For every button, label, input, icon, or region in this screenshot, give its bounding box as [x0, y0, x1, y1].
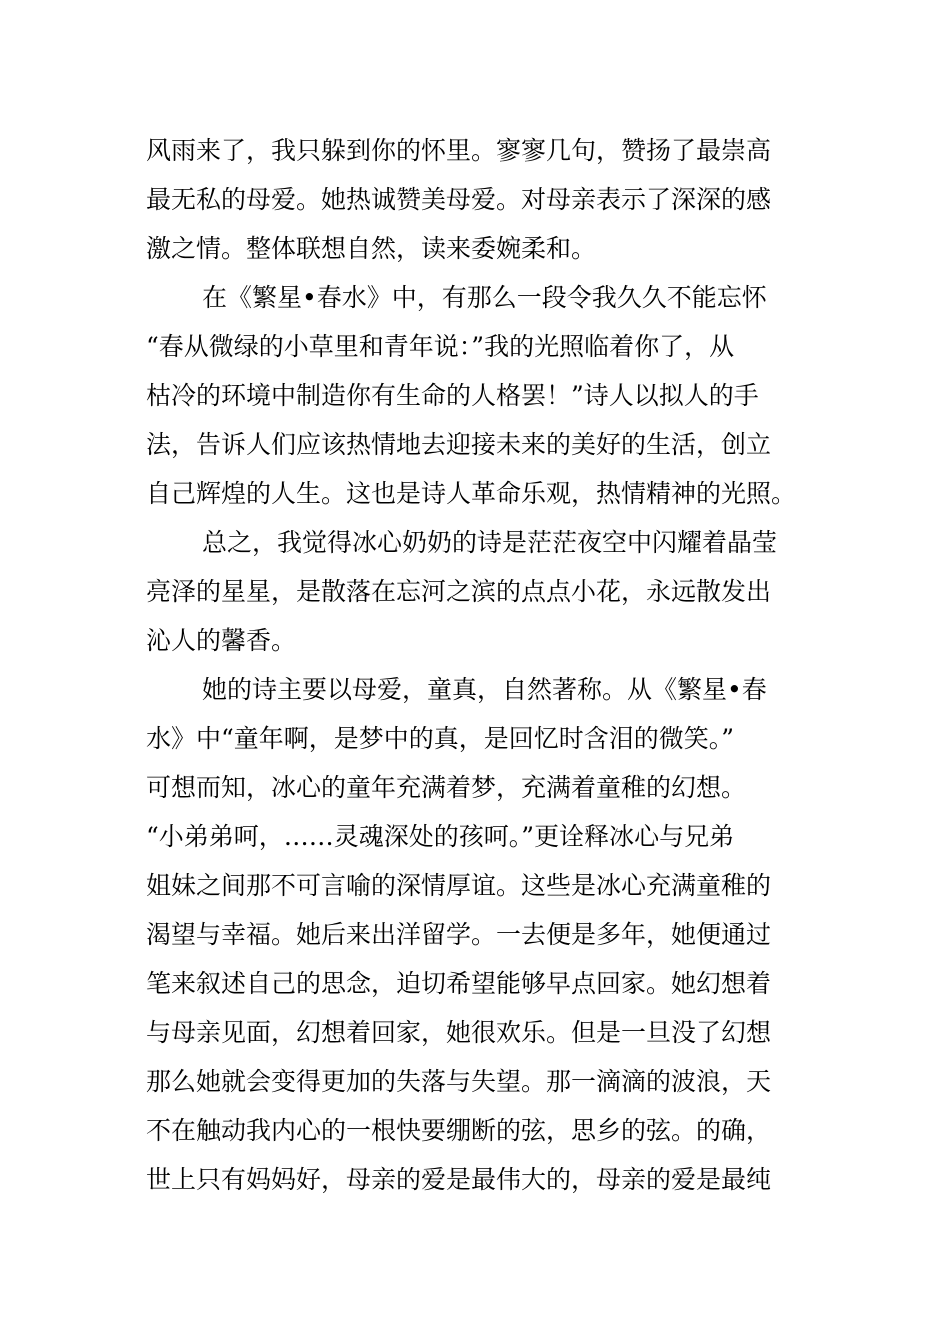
text-line: 不在触动我内心的一根快要绷断的弦，思乡的弦。的确， — [146, 1116, 772, 1145]
text-line: 沁人的馨香。 — [146, 626, 297, 655]
text-line: 那么她就会变得更加的失落与失望。那一滴滴的波浪，天 — [146, 1067, 772, 1096]
paragraph-first-line: 在《繁星•春水》中，有那么一段令我久久不能忘怀 — [202, 283, 767, 312]
text-line: 姐妹之间那不可言喻的深情厚谊。这些是冰心充满童稚的 — [146, 871, 772, 900]
text-line: 与母亲见面，幻想着回家，她很欢乐。但是一旦没了幻想 — [146, 1018, 772, 1047]
paragraph-first-line: 总之，我觉得冰心奶奶的诗是茫茫夜空中闪耀着晶莹 — [202, 528, 778, 557]
text-line: 可想而知，冰心的童年充满着梦，充满着童稚的幻想。 — [146, 773, 747, 802]
text-line: 枯冷的环境中制造你有生命的人格罢！”诗人以拟人的手 — [146, 381, 759, 410]
body-text — [146, 126, 808, 1204]
text-line: 水》中“童年啊，是梦中的真，是回忆时含泪的微笑。” — [146, 724, 735, 753]
text-line: 风雨来了，我只躲到你的怀里。寥寥几句，赞扬了最崇高 — [146, 136, 772, 165]
text-line: “春从微绿的小草里和青年说：”我的光照临着你了，从 — [146, 332, 735, 361]
text-line: 亮泽的星星，是散落在忘河之滨的点点小花，永远散发出 — [146, 577, 772, 606]
text-line: 激之情。整体联想自然，读来委婉柔和。 — [146, 234, 597, 263]
text-line: 笔来叙述自己的思念，迫切希望能够早点回家。她幻想着 — [146, 969, 772, 998]
text-line: 法，告诉人们应该热情地去迎接未来的美好的生活，创立 — [146, 430, 772, 459]
text-line: 世上只有妈妈好，母亲的爱是最伟大的，母亲的爱是最纯 — [146, 1165, 772, 1194]
paragraph-first-line: 她的诗主要以母爱，童真，自然著称。从《繁星•春 — [202, 675, 767, 704]
text-line: “小弟弟呵，……灵魂深处的孩呵。”更诠释冰心与兄弟 — [146, 822, 735, 851]
text-line: 最无私的母爱。她热诚赞美母爱。对母亲表示了深深的感 — [146, 185, 772, 214]
text-line: 自己辉煌的人生。这也是诗人革命乐观，热情精神的光照。 — [146, 479, 797, 508]
text-line: 渴望与幸福。她后来出洋留学。一去便是多年，她便通过 — [146, 920, 772, 949]
